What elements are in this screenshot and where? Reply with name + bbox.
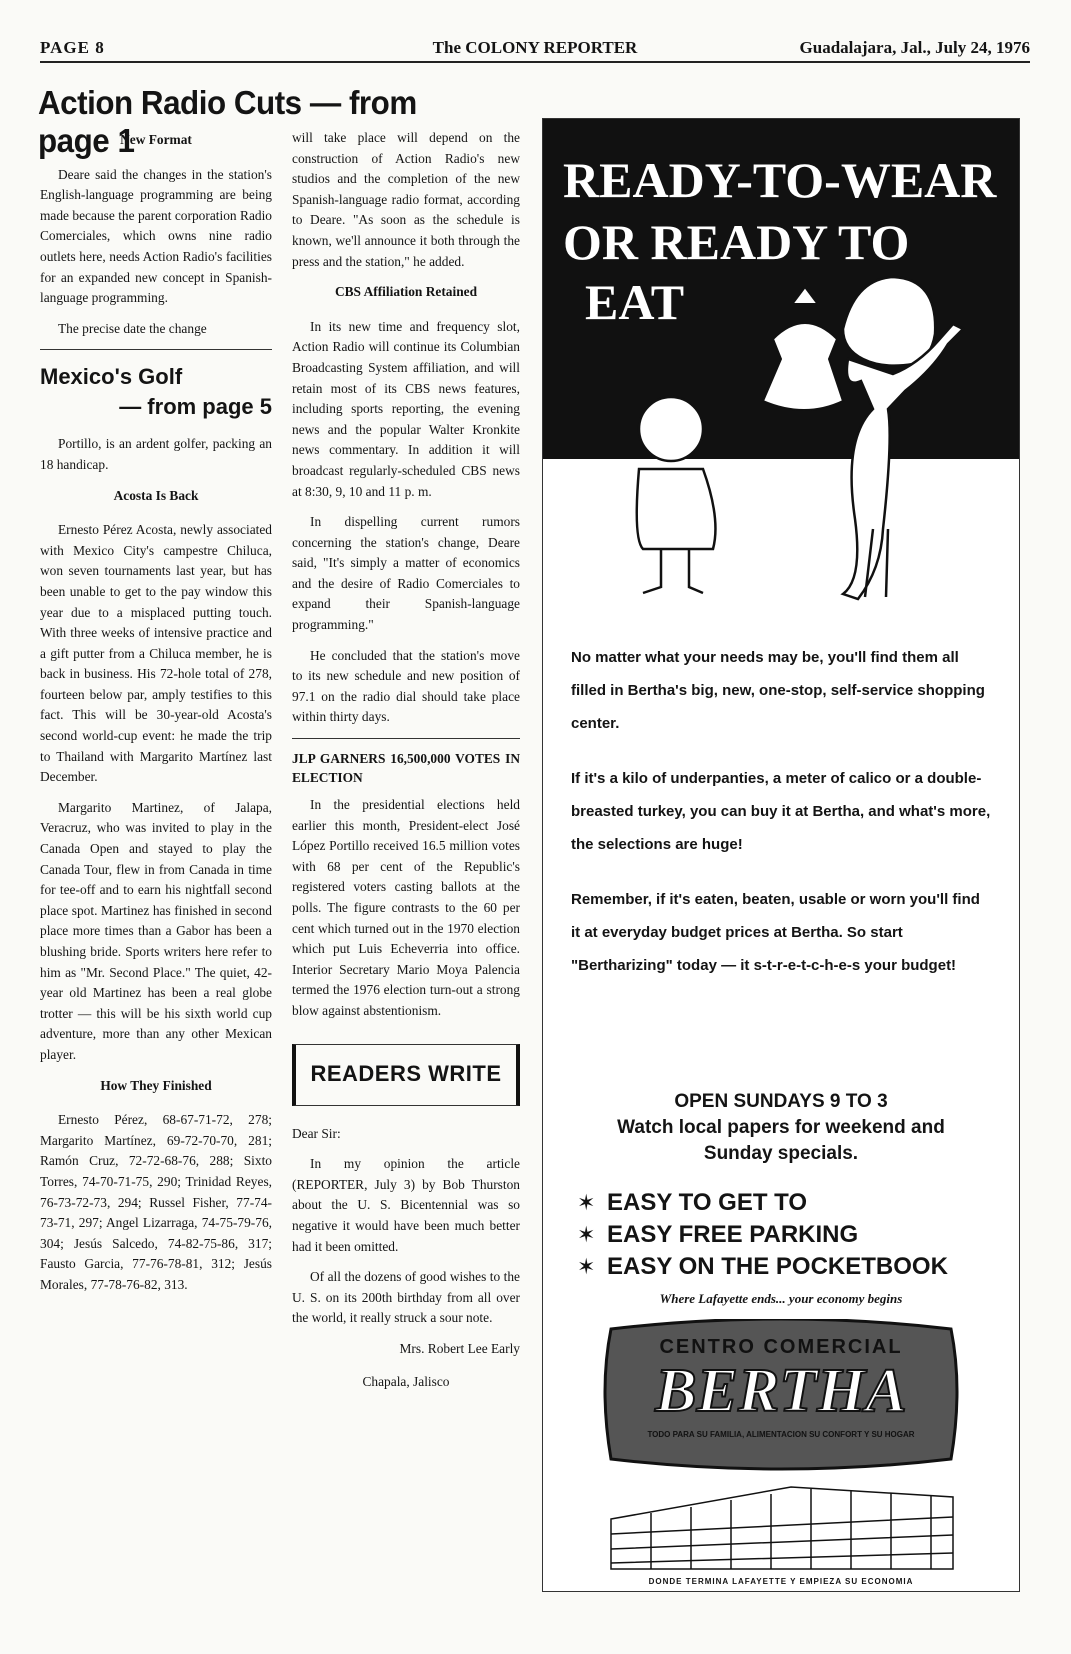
logo-top-text: CENTRO COMERCIAL (659, 1336, 903, 1358)
ad-slogan: Where Lafayette ends... your economy begins (659, 1291, 903, 1306)
ad-body-copy (571, 641, 991, 1004)
bertha-logo (591, 1319, 971, 1577)
election-headline: JLP GARNERS 16,500,000 VOTES IN ELECTION (292, 751, 520, 786)
radio-paragraph-2-cont: will take place will depend on the construction of Action Radio's new studios and the completion of the new Spanish-language radio format, according to Deare. "As soon as the schedule is known, we'll announce it both through the press and the station," he added. (292, 130, 520, 269)
ad-paragraph-2: If it's a kilo of underpanties, a meter of calico or a double-breasted turkey, you can buy it at Bertha, and what's more, the selections are huge! (571, 770, 991, 853)
bullet-item (577, 1187, 997, 1219)
radio-paragraph-3: In its new time and frequency slot, Action Radio will continue its Columbian Broadcasting System affiliation, and will retain most of its CBS news features, including sports reporting, the evening news and the popular Walter Kronkite news commentary. In addition it will broadcast regularly-scheduled CBS news at 8:30, 9, 10 and 11 p. m. (292, 318, 520, 499)
logo-name-text: BERTHA (655, 1357, 907, 1425)
ad-headline-line-2: OR READY TO (563, 214, 910, 270)
ad-bullets (577, 1187, 997, 1283)
star-icon: ✶ (577, 1254, 596, 1279)
radio-paragraph-4: In dispelling current rumors concerning the station's change, Deare said, "It's simply a matter of economics and the desire of Radio Comerciales to expand their Spanish-language programming." (292, 514, 520, 633)
ad-paragraph-1: No matter what your needs may be, you'll find them all filled in Bertha's big, new, one-stop, self-service shopping center. (571, 649, 985, 732)
readers-write-box: READERS WRITE (292, 1044, 520, 1106)
bertha-advertisement (542, 118, 1020, 1592)
weekend-line: Watch local papers for weekend and (617, 1117, 945, 1138)
letter-paragraph-2: Of all the dozens of good wishes to the U. S. on its 200th birthday from all over the world, it really struck a sour note. (292, 1269, 520, 1326)
paper-name: The COLONY REPORTER (432, 38, 638, 57)
star-icon: ✶ (577, 1222, 596, 1247)
star-icon: ✶ (577, 1190, 596, 1215)
ad-footer: DONDE TERMINA LAFAYETTE Y EMPIEZA SU ECONOMIA (648, 1577, 914, 1586)
letter-salutation: Dear Sir: (292, 1125, 341, 1141)
golf-subheadline: — from page 5 (119, 394, 272, 420)
subhead-acosta: Acosta Is Back (113, 487, 199, 503)
golf-paragraph-1: Portillo, is an ardent golfer, packing an 18 handicap. (40, 436, 272, 472)
golf-paragraph-2: Ernesto Pérez Acosta, newly associated with Mexico City's campestre Chiluca, won seven tournaments last year, but has been unable to get to the pay window this year due to a misplaced putting touch. With three weeks of intensive practice and a gift putter from a Chiluca member, he is back in business. His 72-hole total of 278, fourteen below par, amply testifies to this fact. This will be 30-year-old Acosta's second world-cup event: he made the trip to Thailand with Margarito Martínez last December. (40, 522, 272, 785)
ad-paragraph-3: Remember, if it's eaten, beaten, usable or worn you'll find it at everyday budget prices at Bertha. So start "Bertharizing" today — it s-t-r-e-t-c-h-e-s your budget! (571, 891, 980, 974)
column-rule (40, 349, 272, 350)
dateline: Guadalajara, Jal., July 24, 1976 (799, 38, 1030, 57)
ad-headline-line-3: EAT (585, 274, 685, 330)
column-rule (292, 738, 520, 739)
bullet-item (577, 1219, 997, 1251)
subhead-new-format: New Format (120, 132, 192, 147)
golf-paragraph-4: Ernesto Pérez, 68-67-71-72, 278; Margarito Martínez, 69-72-70-70, 281; Ramón Cruz, 72-72-68-76, 288; Sixto Torres, 74-70-71-75, 290; Trinidad Reyes, 76-73-72-73, 294; Russel Fisher, 77-74-73-71, 297; Angel Lizarraga, 74-75-79-76, 304; Jesús Salcedo, 74-82-75-86, 317; Fausto Garcia, 77-76-78-81, 312; Jesús Morales, 77-78-76-82, 313. (40, 1112, 272, 1292)
header-rule (40, 61, 1030, 63)
radio-paragraph-1: Deare said the changes in the station's English-language programming are being made because the parent corporation Radio Comerciales, which owns nine radio outlets here, needs Action Radio's facilities for an expanded new concept in Spanish-language programming. (40, 166, 272, 306)
column-2 (292, 128, 520, 1392)
specials-line: Sunday specials. (703, 1143, 859, 1164)
letter-place: Chapala, Jalisco (362, 1373, 450, 1389)
ad-illustration (543, 119, 1019, 639)
page-header (40, 38, 1030, 62)
building-icon (611, 1487, 953, 1569)
letter-paragraph-1: In my opinion the article (REPORTER, July 3) by Bob Thurston about the U. S. Bicentennial was so negative it would have been much better had it been omitted. (292, 1156, 520, 1254)
subhead-cbs: CBS Affiliation Retained (334, 284, 478, 300)
ad-opening-hours (543, 1089, 1019, 1167)
bullet-item (577, 1251, 997, 1283)
open-sundays-line: OPEN SUNDAYS 9 TO 3 (674, 1091, 888, 1112)
radio-paragraph-5: He concluded that the station's move to its new schedule and new position of 97.1 on the radio dial should take place within thirty days. (292, 647, 520, 725)
letter-signature: Mrs. Robert Lee Early (399, 1340, 520, 1356)
golf-headline: Mexico's Golf (40, 364, 183, 390)
election-paragraph: In the presidential elections held earlier this month, President-elect José López Portillo received 16.5 million votes with 68 per cent of the Republic's registered voters casting ballots at the polls. The figure contrasts to the 60 per cent which turned out in the 1970 election which put Luis Echeverria into office. Interior Secretary Mario Moya Palencia termed the 1976 election turn-out a strong blow against abstentionism. (292, 797, 520, 1018)
article-headline: Action Radio Cuts — from page 1 (38, 84, 417, 159)
bullet-text: EASY TO GET TO (607, 1189, 808, 1216)
page-number: PAGE 8 (40, 38, 105, 57)
subhead-finish: How They Finished (100, 1077, 212, 1093)
golf-paragraph-3: Margarito Martinez, of Jalapa, Veracruz, who was invited to play in the Canada Open and stayed to play the Canada Tour, flew in from Canada in time for tee-off and to earn his nightfall second place spot. Martinez has finished in second place more times than a Gabor has been a blushing bride. Sports writers here refer to him as "Mr. Second Place." The quiet, 42-year old Martinez has been a real globe trotter — this will be his sixth world cup adventure, more than any other Mexican player. (40, 799, 272, 1062)
column-1 (40, 128, 272, 1306)
radio-paragraph-2-start: The precise date the change (58, 320, 207, 336)
ad-headline-line-1: READY-TO-WEAR (563, 152, 997, 208)
logo-sub-text: TODO PARA SU FAMILIA, ALIMENTACION SU CONFORT Y SU HOGAR (647, 1430, 915, 1439)
bullet-text: EASY FREE PARKING (607, 1221, 859, 1248)
bullet-text: EASY ON THE POCKETBOOK (607, 1253, 948, 1280)
